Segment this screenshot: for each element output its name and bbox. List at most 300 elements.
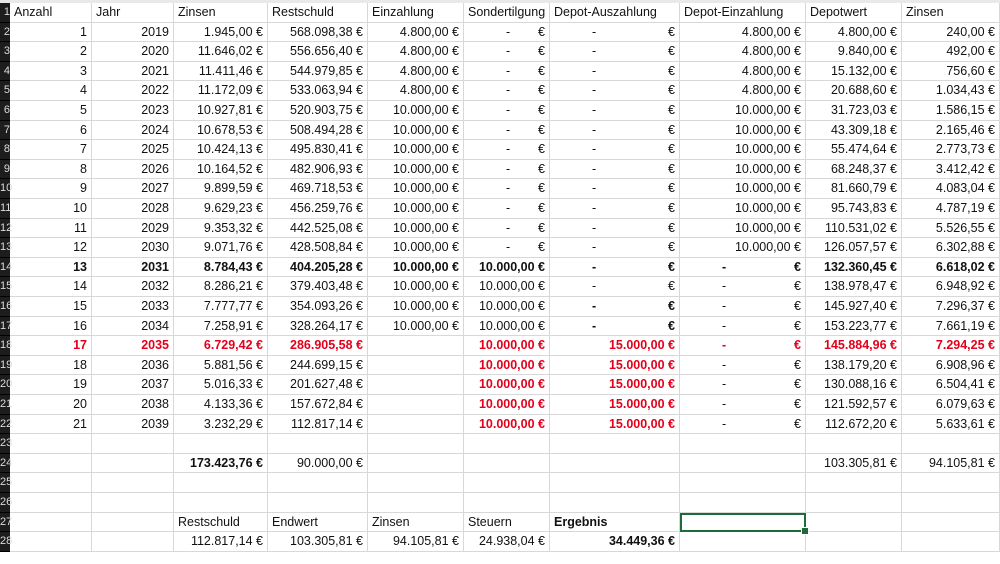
cell[interactable]: 286.905,58 € xyxy=(268,336,368,356)
cell[interactable] xyxy=(680,395,806,415)
cell[interactable]: 11.172,09 € xyxy=(174,81,268,101)
cell[interactable]: 121.592,57 € xyxy=(806,395,902,415)
cell[interactable] xyxy=(680,258,806,278)
cell[interactable]: 7 xyxy=(10,140,92,160)
cell[interactable]: 2034 xyxy=(92,317,174,337)
cell[interactable] xyxy=(550,81,680,101)
cell[interactable]: 9.840,00 € xyxy=(806,42,902,62)
cell[interactable]: 379.403,48 € xyxy=(268,277,368,297)
cell[interactable]: 10.000,00 € xyxy=(368,219,464,239)
cell[interactable] xyxy=(464,160,550,180)
row-header[interactable]: 22 xyxy=(0,415,10,435)
selected-cell[interactable] xyxy=(680,513,806,533)
cell[interactable] xyxy=(368,356,464,376)
empty-cell[interactable] xyxy=(92,454,174,474)
summary-value[interactable]: 103.305,81 € xyxy=(268,532,368,552)
cell[interactable]: 4.133,36 € xyxy=(174,395,268,415)
column-header[interactable]: Jahr xyxy=(92,3,174,23)
cell[interactable]: 9.071,76 € xyxy=(174,238,268,258)
cell[interactable]: 442.525,08 € xyxy=(268,219,368,239)
cell[interactable]: 10.000,00 € xyxy=(368,199,464,219)
row-header[interactable]: 24 xyxy=(0,454,10,474)
empty-cell[interactable] xyxy=(806,493,902,513)
empty-cell[interactable] xyxy=(464,434,550,454)
cell[interactable]: 6.908,96 € xyxy=(902,356,1000,376)
cell[interactable]: 4.787,19 € xyxy=(902,199,1000,219)
cell[interactable]: 95.743,83 € xyxy=(806,199,902,219)
cell[interactable]: 10.000,00 € xyxy=(464,375,550,395)
row-header[interactable]: 21 xyxy=(0,395,10,415)
cell[interactable] xyxy=(550,199,680,219)
cell[interactable] xyxy=(464,219,550,239)
cell[interactable]: 10.000,00 € xyxy=(680,199,806,219)
cell[interactable]: 10.000,00 € xyxy=(464,336,550,356)
cell[interactable]: 10.000,00 € xyxy=(680,238,806,258)
cell[interactable]: 15 xyxy=(10,297,92,317)
row-header[interactable]: 6 xyxy=(0,101,10,121)
row-header[interactable]: 8 xyxy=(0,140,10,160)
cell[interactable]: 10.000,00 € xyxy=(368,238,464,258)
cell[interactable]: 328.264,17 € xyxy=(268,317,368,337)
cell[interactable]: 544.979,85 € xyxy=(268,62,368,82)
cell[interactable] xyxy=(368,336,464,356)
column-header[interactable]: Anzahl xyxy=(10,3,92,23)
empty-cell[interactable] xyxy=(680,434,806,454)
cell[interactable]: 10.000,00 € xyxy=(464,258,550,278)
cell[interactable] xyxy=(550,258,680,278)
empty-cell[interactable] xyxy=(680,532,806,552)
cell[interactable]: 15.000,00 € xyxy=(550,395,680,415)
cell[interactable] xyxy=(550,297,680,317)
cell[interactable] xyxy=(550,277,680,297)
column-header[interactable]: Einzahlung xyxy=(368,3,464,23)
cell[interactable]: 31.723,03 € xyxy=(806,101,902,121)
empty-cell[interactable] xyxy=(464,473,550,493)
cell[interactable]: 8 xyxy=(10,160,92,180)
row-header[interactable]: 2 xyxy=(0,23,10,43)
empty-cell[interactable] xyxy=(806,513,902,533)
column-header[interactable]: Restschuld xyxy=(268,3,368,23)
cell[interactable] xyxy=(550,62,680,82)
cell[interactable] xyxy=(550,140,680,160)
cell[interactable]: 756,60 € xyxy=(902,62,1000,82)
cell[interactable]: 3 xyxy=(10,62,92,82)
cell[interactable]: 4.800,00 € xyxy=(368,23,464,43)
cell[interactable]: 10.000,00 € xyxy=(368,140,464,160)
cell[interactable]: 10.000,00 € xyxy=(464,317,550,337)
cell[interactable] xyxy=(464,238,550,258)
cell[interactable]: 2029 xyxy=(92,219,174,239)
cell[interactable]: 428.508,84 € xyxy=(268,238,368,258)
empty-cell[interactable] xyxy=(92,493,174,513)
cell[interactable]: 7.777,77 € xyxy=(174,297,268,317)
row-header[interactable]: 18 xyxy=(0,336,10,356)
cell[interactable]: 10.000,00 € xyxy=(680,101,806,121)
empty-cell[interactable] xyxy=(174,434,268,454)
summary-value[interactable]: 94.105,81 € xyxy=(368,532,464,552)
cell[interactable]: 533.063,94 € xyxy=(268,81,368,101)
cell[interactable]: 1 xyxy=(10,23,92,43)
empty-cell[interactable] xyxy=(92,473,174,493)
cell[interactable]: 10.000,00 € xyxy=(368,277,464,297)
cell[interactable]: 5.633,61 € xyxy=(902,415,1000,435)
cell[interactable] xyxy=(550,238,680,258)
cell[interactable]: 6.079,63 € xyxy=(902,395,1000,415)
cell[interactable]: 4 xyxy=(10,81,92,101)
cell[interactable]: 10.000,00 € xyxy=(368,101,464,121)
cell[interactable]: 2.165,46 € xyxy=(902,121,1000,141)
cell[interactable]: 8.286,21 € xyxy=(174,277,268,297)
cell[interactable]: 2019 xyxy=(92,23,174,43)
cell[interactable]: 482.906,93 € xyxy=(268,160,368,180)
cell[interactable]: 10.000,00 € xyxy=(368,160,464,180)
row-header[interactable]: 5 xyxy=(0,81,10,101)
cell[interactable]: 10.164,52 € xyxy=(174,160,268,180)
empty-cell[interactable] xyxy=(10,434,92,454)
empty-cell[interactable] xyxy=(464,493,550,513)
cell[interactable]: 10.000,00 € xyxy=(680,179,806,199)
cell[interactable]: 17 xyxy=(10,336,92,356)
cell[interactable]: 2 xyxy=(10,42,92,62)
empty-cell[interactable] xyxy=(174,493,268,513)
empty-cell[interactable] xyxy=(550,493,680,513)
cell[interactable]: 10.000,00 € xyxy=(368,179,464,199)
summary-label[interactable]: Zinsen xyxy=(368,513,464,533)
cell[interactable]: 2035 xyxy=(92,336,174,356)
cell[interactable]: 2024 xyxy=(92,121,174,141)
cell[interactable]: 15.000,00 € xyxy=(550,356,680,376)
column-header[interactable]: Zinsen xyxy=(174,3,268,23)
empty-cell[interactable] xyxy=(368,454,464,474)
row-header[interactable]: 11 xyxy=(0,199,10,219)
cell[interactable]: 4.800,00 € xyxy=(806,23,902,43)
cell[interactable] xyxy=(680,297,806,317)
empty-cell[interactable] xyxy=(550,454,680,474)
cell[interactable]: 10.000,00 € xyxy=(368,121,464,141)
empty-cell[interactable] xyxy=(902,473,1000,493)
row-header[interactable]: 1 xyxy=(0,3,10,23)
column-header[interactable]: Depot-Auszahlung xyxy=(550,3,680,23)
empty-cell[interactable] xyxy=(10,454,92,474)
cell[interactable]: 4.083,04 € xyxy=(902,179,1000,199)
cell[interactable] xyxy=(550,42,680,62)
cell[interactable]: 15.132,00 € xyxy=(806,62,902,82)
cell[interactable]: 19 xyxy=(10,375,92,395)
cell[interactable]: 6.302,88 € xyxy=(902,238,1000,258)
empty-cell[interactable] xyxy=(902,532,1000,552)
empty-cell[interactable] xyxy=(806,532,902,552)
cell[interactable]: 508.494,28 € xyxy=(268,121,368,141)
cell[interactable] xyxy=(550,101,680,121)
cell[interactable]: 5.881,56 € xyxy=(174,356,268,376)
cell[interactable] xyxy=(464,179,550,199)
cell[interactable] xyxy=(464,199,550,219)
cell[interactable]: 568.098,38 € xyxy=(268,23,368,43)
cell[interactable]: 7.296,37 € xyxy=(902,297,1000,317)
cell[interactable]: 4.800,00 € xyxy=(680,62,806,82)
cell[interactable]: 469.718,53 € xyxy=(268,179,368,199)
empty-cell[interactable] xyxy=(92,513,174,533)
cell[interactable]: 2033 xyxy=(92,297,174,317)
cell[interactable]: 10.927,81 € xyxy=(174,101,268,121)
empty-cell[interactable] xyxy=(268,473,368,493)
total-cell[interactable]: 94.105,81 € xyxy=(902,454,1000,474)
empty-cell[interactable] xyxy=(10,493,92,513)
cell[interactable]: 6.618,02 € xyxy=(902,258,1000,278)
total-cell[interactable]: 103.305,81 € xyxy=(806,454,902,474)
empty-cell[interactable] xyxy=(174,473,268,493)
empty-cell[interactable] xyxy=(10,513,92,533)
cell[interactable]: 10.000,00 € xyxy=(680,219,806,239)
cell[interactable] xyxy=(550,179,680,199)
cell[interactable]: 2026 xyxy=(92,160,174,180)
row-header[interactable]: 25 xyxy=(0,473,10,493)
cell[interactable]: 126.057,57 € xyxy=(806,238,902,258)
empty-cell[interactable] xyxy=(268,434,368,454)
cell[interactable] xyxy=(464,42,550,62)
cell[interactable]: 14 xyxy=(10,277,92,297)
row-header[interactable]: 19 xyxy=(0,356,10,376)
cell[interactable]: 404.205,28 € xyxy=(268,258,368,278)
cell[interactable] xyxy=(680,277,806,297)
cell[interactable]: 2025 xyxy=(92,140,174,160)
summary-value[interactable]: 24.938,04 € xyxy=(464,532,550,552)
cell[interactable] xyxy=(464,121,550,141)
cell[interactable] xyxy=(464,62,550,82)
cell[interactable]: 112.672,20 € xyxy=(806,415,902,435)
cell[interactable] xyxy=(464,101,550,121)
empty-cell[interactable] xyxy=(368,473,464,493)
cell[interactable]: 240,00 € xyxy=(902,23,1000,43)
cell[interactable]: 10.000,00 € xyxy=(464,415,550,435)
summary-label[interactable]: Ergebnis xyxy=(550,513,680,533)
cell[interactable] xyxy=(680,415,806,435)
empty-cell[interactable] xyxy=(92,434,174,454)
cell[interactable]: 10.000,00 € xyxy=(368,258,464,278)
cell[interactable]: 4.800,00 € xyxy=(680,23,806,43)
column-header[interactable]: Depotwert xyxy=(806,3,902,23)
cell[interactable]: 6.504,41 € xyxy=(902,375,1000,395)
cell[interactable]: 520.903,75 € xyxy=(268,101,368,121)
cell[interactable]: 10.000,00 € xyxy=(680,140,806,160)
row-header[interactable]: 7 xyxy=(0,121,10,141)
cell[interactable]: 9.899,59 € xyxy=(174,179,268,199)
empty-cell[interactable] xyxy=(10,473,92,493)
cell[interactable]: 2032 xyxy=(92,277,174,297)
cell[interactable]: 145.884,96 € xyxy=(806,336,902,356)
cell[interactable]: 15.000,00 € xyxy=(550,336,680,356)
cell[interactable]: 15.000,00 € xyxy=(550,415,680,435)
column-header[interactable]: Sondertilgung xyxy=(464,3,550,23)
cell[interactable] xyxy=(368,415,464,435)
empty-cell[interactable] xyxy=(902,434,1000,454)
cell[interactable]: 201.627,48 € xyxy=(268,375,368,395)
row-header[interactable]: 4 xyxy=(0,62,10,82)
cell[interactable]: 55.474,64 € xyxy=(806,140,902,160)
cell[interactable]: 2.773,73 € xyxy=(902,140,1000,160)
row-header[interactable]: 28 xyxy=(0,532,10,552)
cell[interactable]: 7.258,91 € xyxy=(174,317,268,337)
cell[interactable]: 1.034,43 € xyxy=(902,81,1000,101)
cell[interactable]: 4.800,00 € xyxy=(368,81,464,101)
cell[interactable]: 2030 xyxy=(92,238,174,258)
cell[interactable]: 13 xyxy=(10,258,92,278)
cell[interactable]: 11.411,46 € xyxy=(174,62,268,82)
empty-cell[interactable] xyxy=(10,532,92,552)
cell[interactable]: 492,00 € xyxy=(902,42,1000,62)
empty-cell[interactable] xyxy=(680,473,806,493)
cell[interactable]: 2038 xyxy=(92,395,174,415)
cell[interactable] xyxy=(550,160,680,180)
cell[interactable]: 2023 xyxy=(92,101,174,121)
row-header[interactable]: 9 xyxy=(0,160,10,180)
cell[interactable]: 10.000,00 € xyxy=(368,297,464,317)
cell[interactable]: 132.360,45 € xyxy=(806,258,902,278)
row-header[interactable]: 14 xyxy=(0,258,10,278)
cell[interactable]: 138.978,47 € xyxy=(806,277,902,297)
cell[interactable]: 81.660,79 € xyxy=(806,179,902,199)
cell[interactable]: 4.800,00 € xyxy=(680,42,806,62)
row-header[interactable]: 27 xyxy=(0,513,10,533)
cell[interactable]: 16 xyxy=(10,317,92,337)
cell[interactable] xyxy=(368,375,464,395)
cell[interactable]: 4.800,00 € xyxy=(680,81,806,101)
cell[interactable]: 1.586,15 € xyxy=(902,101,1000,121)
cell[interactable]: 4.800,00 € xyxy=(368,42,464,62)
cell[interactable]: 5.016,33 € xyxy=(174,375,268,395)
cell[interactable]: 20.688,60 € xyxy=(806,81,902,101)
cell[interactable]: 10.000,00 € xyxy=(464,277,550,297)
cell[interactable] xyxy=(680,317,806,337)
cell[interactable]: 18 xyxy=(10,356,92,376)
empty-cell[interactable] xyxy=(680,493,806,513)
cell[interactable]: 3.232,29 € xyxy=(174,415,268,435)
cell[interactable] xyxy=(550,219,680,239)
cell[interactable]: 5 xyxy=(10,101,92,121)
empty-cell[interactable] xyxy=(368,434,464,454)
row-header[interactable]: 17 xyxy=(0,317,10,337)
summary-label[interactable]: Steuern xyxy=(464,513,550,533)
cell[interactable]: 7.294,25 € xyxy=(902,336,1000,356)
cell[interactable]: 68.248,37 € xyxy=(806,160,902,180)
row-header[interactable]: 23 xyxy=(0,434,10,454)
cell[interactable]: 456.259,76 € xyxy=(268,199,368,219)
row-header[interactable]: 13 xyxy=(0,238,10,258)
cell[interactable]: 2028 xyxy=(92,199,174,219)
cell[interactable]: 3.412,42 € xyxy=(902,160,1000,180)
row-header[interactable]: 12 xyxy=(0,219,10,239)
column-header[interactable]: Zinsen xyxy=(902,3,1000,23)
cell[interactable] xyxy=(680,356,806,376)
cell[interactable] xyxy=(464,23,550,43)
cell[interactable]: 112.817,14 € xyxy=(268,415,368,435)
cell[interactable]: 1.945,00 € xyxy=(174,23,268,43)
cell[interactable]: 10.678,53 € xyxy=(174,121,268,141)
cell[interactable]: 20 xyxy=(10,395,92,415)
cell[interactable]: 10.424,13 € xyxy=(174,140,268,160)
row-header[interactable]: 3 xyxy=(0,42,10,62)
fill-handle[interactable] xyxy=(801,527,809,535)
empty-cell[interactable] xyxy=(680,454,806,474)
cell[interactable]: 2036 xyxy=(92,356,174,376)
empty-cell[interactable] xyxy=(806,473,902,493)
cell[interactable] xyxy=(368,395,464,415)
cell[interactable]: 4.800,00 € xyxy=(368,62,464,82)
empty-cell[interactable] xyxy=(550,473,680,493)
cell[interactable]: 138.179,20 € xyxy=(806,356,902,376)
cell[interactable]: 10 xyxy=(10,199,92,219)
cell[interactable]: 9.629,23 € xyxy=(174,199,268,219)
cell[interactable]: 43.309,18 € xyxy=(806,121,902,141)
cell[interactable]: 10.000,00 € xyxy=(464,395,550,415)
row-header[interactable]: 10 xyxy=(0,179,10,199)
row-header[interactable]: 15 xyxy=(0,277,10,297)
empty-cell[interactable] xyxy=(902,493,1000,513)
summary-value[interactable]: 34.449,36 € xyxy=(550,532,680,552)
summary-label[interactable]: Restschuld xyxy=(174,513,268,533)
cell[interactable] xyxy=(464,140,550,160)
row-header[interactable]: 20 xyxy=(0,375,10,395)
cell[interactable]: 10.000,00 € xyxy=(680,160,806,180)
total-cell[interactable]: 90.000,00 € xyxy=(268,454,368,474)
cell[interactable]: 5.526,55 € xyxy=(902,219,1000,239)
cell[interactable]: 9.353,32 € xyxy=(174,219,268,239)
total-cell[interactable]: 173.423,76 € xyxy=(174,454,268,474)
cell[interactable]: 2022 xyxy=(92,81,174,101)
cell[interactable]: 110.531,02 € xyxy=(806,219,902,239)
cell[interactable]: 12 xyxy=(10,238,92,258)
cell[interactable]: 6.948,92 € xyxy=(902,277,1000,297)
row-header[interactable]: 16 xyxy=(0,297,10,317)
cell[interactable]: 130.088,16 € xyxy=(806,375,902,395)
cell[interactable] xyxy=(680,375,806,395)
cell[interactable]: 354.093,26 € xyxy=(268,297,368,317)
cell[interactable]: 2039 xyxy=(92,415,174,435)
cell[interactable] xyxy=(680,336,806,356)
cell[interactable]: 10.000,00 € xyxy=(680,121,806,141)
cell[interactable] xyxy=(550,23,680,43)
summary-value[interactable]: 112.817,14 € xyxy=(174,532,268,552)
cell[interactable]: 2031 xyxy=(92,258,174,278)
column-header[interactable]: Depot-Einzahlung xyxy=(680,3,806,23)
cell[interactable]: 2021 xyxy=(92,62,174,82)
cell[interactable] xyxy=(464,81,550,101)
cell[interactable]: 145.927,40 € xyxy=(806,297,902,317)
cell[interactable]: 6 xyxy=(10,121,92,141)
cell[interactable]: 10.000,00 € xyxy=(368,317,464,337)
cell[interactable]: 8.784,43 € xyxy=(174,258,268,278)
cell[interactable]: 495.830,41 € xyxy=(268,140,368,160)
cell[interactable]: 11.646,02 € xyxy=(174,42,268,62)
cell[interactable]: 244.699,15 € xyxy=(268,356,368,376)
cell[interactable] xyxy=(550,121,680,141)
cell[interactable]: 2027 xyxy=(92,179,174,199)
cell[interactable]: 2020 xyxy=(92,42,174,62)
empty-cell[interactable] xyxy=(464,454,550,474)
cell[interactable]: 10.000,00 € xyxy=(464,356,550,376)
summary-label[interactable]: Endwert xyxy=(268,513,368,533)
cell[interactable]: 9 xyxy=(10,179,92,199)
empty-cell[interactable] xyxy=(806,434,902,454)
cell[interactable]: 157.672,84 € xyxy=(268,395,368,415)
empty-cell[interactable] xyxy=(368,493,464,513)
cell[interactable] xyxy=(550,317,680,337)
cell[interactable]: 153.223,77 € xyxy=(806,317,902,337)
cell[interactable]: 15.000,00 € xyxy=(550,375,680,395)
empty-cell[interactable] xyxy=(268,493,368,513)
cell[interactable]: 556.656,40 € xyxy=(268,42,368,62)
cell[interactable]: 2037 xyxy=(92,375,174,395)
